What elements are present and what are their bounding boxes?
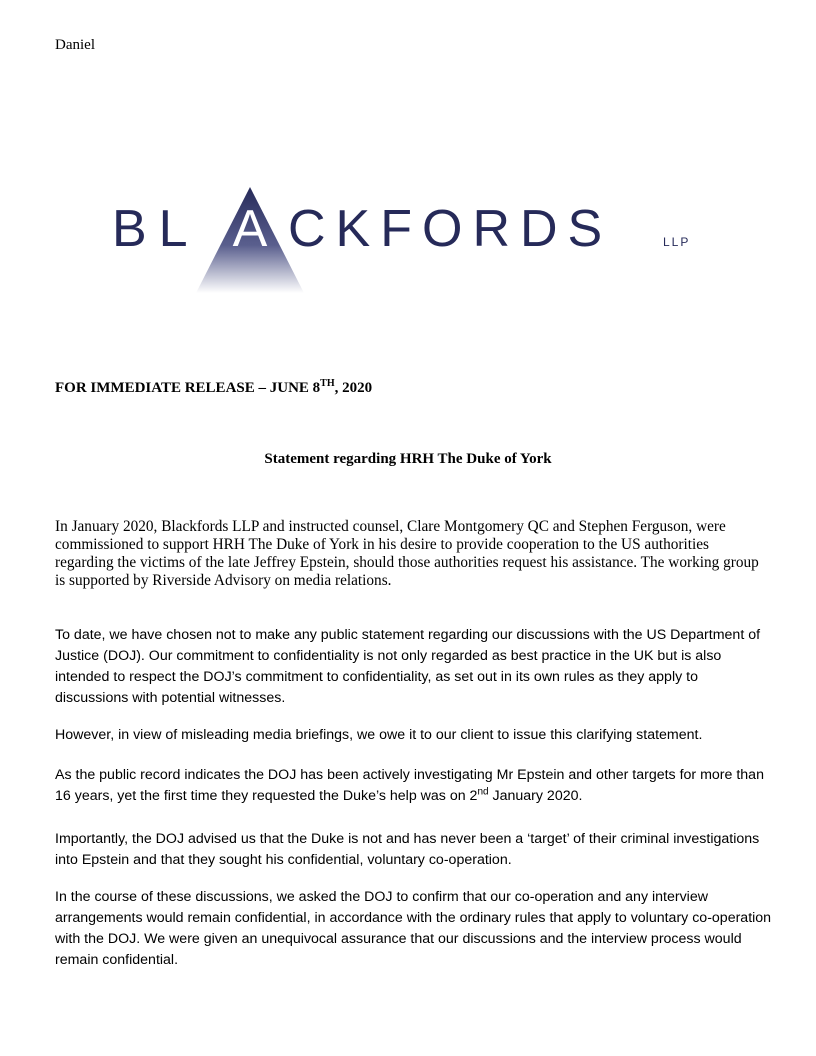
logo-wordmark-right: CKFORDS bbox=[288, 200, 613, 258]
release-ordinal: TH bbox=[320, 378, 335, 389]
release-suffix: , 2020 bbox=[334, 380, 373, 396]
header-name: Daniel bbox=[55, 37, 95, 53]
blackfords-logo bbox=[110, 183, 710, 298]
release-line bbox=[55, 380, 372, 397]
logo-suffix: LLP bbox=[663, 235, 691, 249]
date-ordinal: nd bbox=[477, 786, 489, 798]
clarifying-paragraph: However, in view of misleading media briefings, we owe it to our client to issue this clarifying statement. bbox=[55, 727, 703, 743]
confidentiality-paragraph: To date, we have chosen not to make any public statement regarding our discussions with the US Department of Justice (DOJ). Our commitment to confidentiality is not only regarded as best practice in the UK but is also intended to respect the DOJ’s commitment to confidentiality, as set out in its own rules as they apply to discussions with potential witnesses. bbox=[55, 627, 761, 706]
logo-wordmark-left: BL bbox=[112, 200, 200, 258]
release-prefix: FOR IMMEDIATE RELEASE – JUNE 8 bbox=[55, 380, 321, 396]
target-status-paragraph: Importantly, the DOJ advised us that the Duke is not and has never been a ‘target’ of their criminal investigations into Epstein and that they sought his confidential, voluntary co-operation. bbox=[55, 831, 760, 868]
logo-wordmark-a: A bbox=[232, 200, 268, 258]
public-record-text: As the public record indicates the DOJ has been actively investigating Mr Epstein and other targets for more than 16 years, yet the first time they requested the Duke’s help was on 2 bbox=[55, 767, 764, 804]
intro-paragraph: In January 2020, Blackfords LLP and instructed counsel, Clare Montgomery QC and Stephen Ferguson, were commissioned to support HRH The Duke of York in his desire to provide cooperation to the US authorities regarding the victims of the late Jeffrey Epstein, should those authorities request his assistance. The working group is supported by Riverside Advisory on media relations. bbox=[55, 518, 759, 589]
public-record-paragraph bbox=[55, 765, 775, 807]
assurance-paragraph: In the course of these discussions, we asked the DOJ to confirm that our co-operation and any interview arrangements would remain confidential, in accordance with the ordinary rules that apply to voluntary co-operation with the DOJ. We were given an unequivocal assurance that our discussions and the interview process would remain confidential. bbox=[55, 889, 772, 968]
statement-title: Statement regarding HRH The Duke of York bbox=[264, 451, 552, 467]
public-record-date-text: January 2020. bbox=[488, 788, 583, 804]
